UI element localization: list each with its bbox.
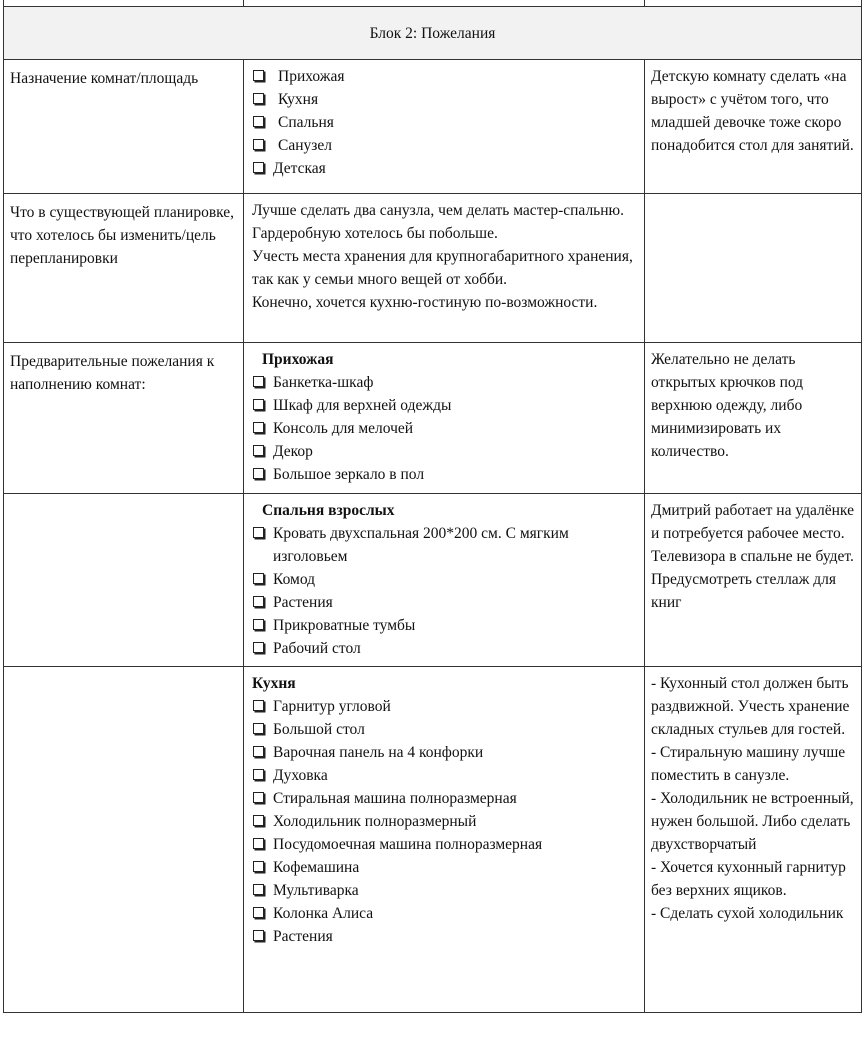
wishes-table (3, 0, 862, 1013)
checklist-item[interactable]: Растения (252, 925, 636, 948)
checklist-item[interactable]: Духовка (252, 764, 636, 787)
plan-paragraph: Гардеробную хотелось бы побольше. (252, 225, 498, 242)
rooms-note: Детскую комнату сделать «на вырост» с учётом того, что младшей девочке тоже скоро понадобится стол для занятий. (645, 60, 862, 194)
checklist-item[interactable]: Посудомоечная машина полноразмерная (252, 833, 636, 856)
table-row (4, 494, 862, 667)
checklist-item[interactable]: Прихожая (252, 65, 636, 88)
plan-paragraph: Лучше сделать два санузла, чем делать мастер-спальню. (252, 202, 624, 219)
table-row (4, 343, 862, 494)
kitchen-label (4, 667, 244, 1013)
hall-options (244, 343, 645, 494)
checkbox-icon[interactable] (253, 422, 264, 433)
rooms-options (244, 60, 645, 194)
checklist-item[interactable]: Кровать двухспальная 200*200 см. С мягким изголовьем (252, 522, 636, 568)
rooms-label: Назначение комнат/площадь (4, 60, 244, 194)
kitchen-checklist (252, 695, 636, 948)
checklist-item[interactable]: Растения (252, 591, 636, 614)
checklist-item[interactable]: Прикроватные тумбы (252, 614, 636, 637)
checkbox-icon[interactable] (253, 139, 264, 150)
checkbox-icon[interactable] (253, 884, 264, 895)
bedroom-heading: Спальня взрослых (262, 502, 395, 519)
checkbox-icon[interactable] (253, 930, 264, 941)
table-row (4, 667, 862, 1013)
checkbox-icon[interactable] (253, 838, 264, 849)
note-line: - Хочется кухонный гарнитур без верхних ящиков. (651, 859, 846, 899)
checklist-item[interactable]: Детская (252, 157, 636, 180)
note-line: - Кухонный стол должен быть раздвижной. Учесть хранение складных стульев для гостей. (651, 675, 850, 738)
kitchen-note (645, 667, 862, 1013)
checklist-item[interactable]: Гарнитур угловой (252, 695, 636, 718)
checkbox-icon[interactable] (253, 162, 264, 173)
checklist-item[interactable]: Консоль для мелочей (252, 417, 636, 440)
checkbox-icon[interactable] (253, 642, 264, 653)
checklist-item[interactable]: Кофемашина (252, 856, 636, 879)
checkbox-icon[interactable] (253, 723, 264, 734)
plan-text (244, 194, 645, 343)
bedroom-options (244, 494, 645, 667)
checkbox-icon[interactable] (253, 700, 264, 711)
checkbox-icon[interactable] (253, 573, 264, 584)
plan-label: Что в существующей планировке, что хотелось бы изменить/цель перепланировки (4, 194, 244, 343)
hall-note: Желательно не делать открытых крючков под верхнюю одежду, либо минимизировать их количество. (645, 343, 862, 494)
checkbox-icon[interactable] (253, 93, 264, 104)
table-row (4, 60, 862, 194)
checkbox-icon[interactable] (253, 861, 264, 872)
plan-paragraph: Конечно, хочется кухню-гостиную по-возможности. (252, 294, 598, 311)
checkbox-icon[interactable] (253, 116, 264, 127)
checklist-item[interactable]: Мультиварка (252, 879, 636, 902)
checklist-item[interactable]: Комод (252, 568, 636, 591)
bedroom-note (645, 494, 862, 667)
note-line: Телевизора в спальне не будет. (651, 548, 854, 565)
hall-heading: Прихожая (262, 351, 334, 368)
checkbox-icon[interactable] (253, 769, 264, 780)
bedroom-label (4, 494, 244, 667)
checkbox-icon[interactable] (253, 907, 264, 918)
checkbox-icon[interactable] (253, 596, 264, 607)
note-line: Дмитрий работает на удалёнке и потребуется рабочее место. (651, 502, 854, 542)
checkbox-icon[interactable] (253, 376, 264, 387)
table-row (4, 194, 862, 343)
checklist-item[interactable]: Рабочий стол (252, 637, 636, 660)
bedroom-checklist (252, 522, 636, 660)
rooms-checklist (252, 65, 636, 180)
checkbox-icon[interactable] (253, 746, 264, 757)
note-line: - Стиральную машину лучше поместить в санузле. (651, 744, 846, 784)
checklist-item[interactable]: Санузел (252, 134, 636, 157)
checkbox-icon[interactable] (253, 445, 264, 456)
note-line: Предусмотреть стеллаж для книг (651, 571, 837, 611)
checkbox-icon[interactable] (253, 399, 264, 410)
block-header-row (4, 7, 862, 60)
checkbox-icon[interactable] (253, 70, 264, 81)
plan-note (645, 194, 862, 343)
checkbox-icon[interactable] (253, 619, 264, 630)
checklist-item[interactable]: Большое зеркало в пол (252, 463, 636, 486)
checkbox-icon[interactable] (253, 468, 264, 479)
note-line: - Холодильник не встроенный, нужен большой. Либо сделать двухстворчатый (651, 790, 854, 853)
checkbox-icon[interactable] (253, 792, 264, 803)
checklist-item[interactable]: Декор (252, 440, 636, 463)
checklist-item[interactable]: Варочная панель на 4 конфорки (252, 741, 636, 764)
plan-paragraph: Учесть места хранения для крупногабаритного хранения, так как у семьи много вещей от хобби. (252, 248, 633, 288)
hall-checklist (252, 371, 636, 486)
checklist-item[interactable]: Банкетка-шкаф (252, 371, 636, 394)
checkbox-icon[interactable] (253, 815, 264, 826)
checklist-item[interactable]: Холодильник полноразмерный (252, 810, 636, 833)
block-title: Блок 2: Пожелания (4, 7, 862, 60)
checklist-item[interactable]: Шкаф для верхней одежды (252, 394, 636, 417)
checklist-item[interactable]: Спальня (252, 111, 636, 134)
hall-label: Предварительные пожелания к наполнению комнат: (4, 343, 244, 494)
checklist-item[interactable]: Стиральная машина полноразмерная (252, 787, 636, 810)
kitchen-heading: Кухня (252, 675, 296, 692)
checkbox-icon[interactable] (253, 527, 264, 538)
note-line: - Сделать сухой холодильник (651, 905, 844, 922)
checklist-item[interactable]: Большой стол (252, 718, 636, 741)
kitchen-options (244, 667, 645, 1013)
checklist-item[interactable]: Кухня (252, 88, 636, 111)
checklist-item[interactable]: Колонка Алиса (252, 902, 636, 925)
